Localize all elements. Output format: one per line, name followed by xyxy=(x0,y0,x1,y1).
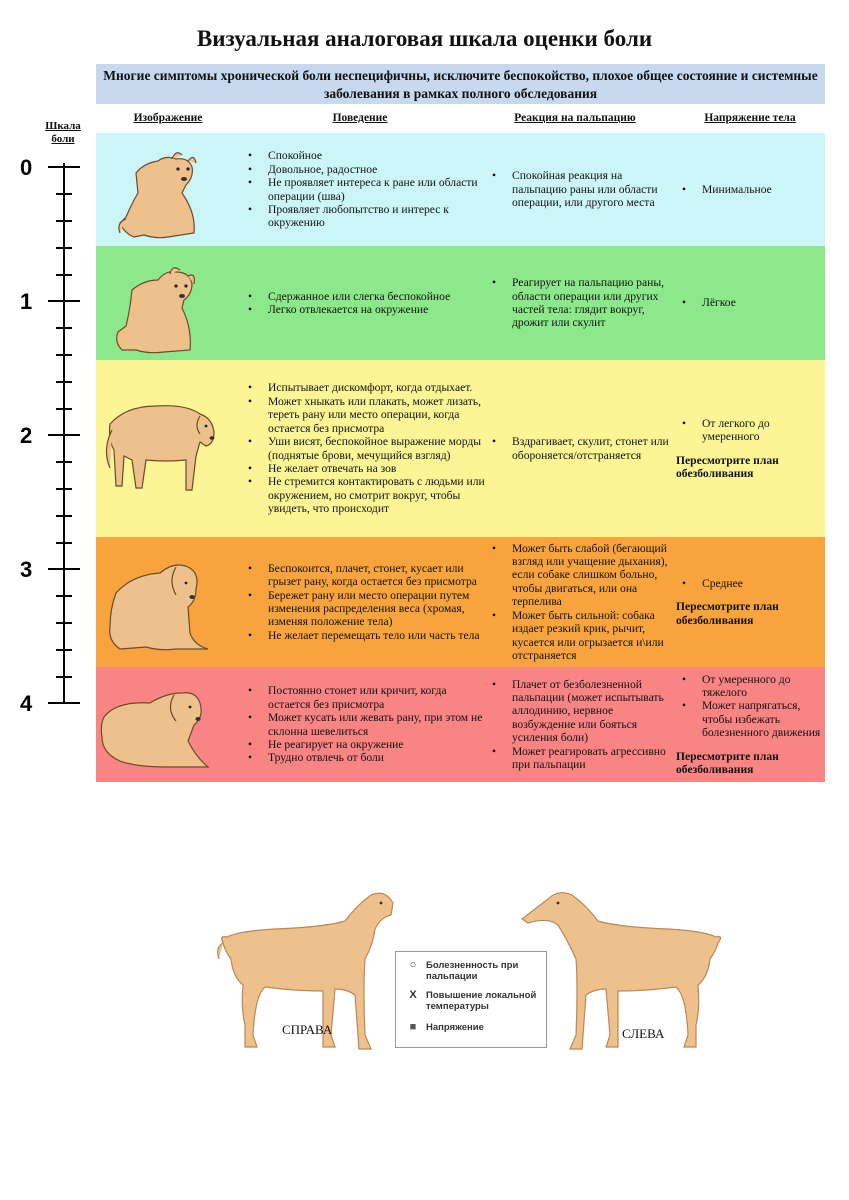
scale-ticks xyxy=(48,167,80,703)
pain-row-3 xyxy=(96,537,825,667)
palpation-item: • Спокойная реакция на пальпацию раны или области операции, или другого места xyxy=(512,169,676,209)
behavior-item: • Трудно отвлечь от боли xyxy=(268,751,486,764)
pain-row-1 xyxy=(96,246,825,360)
pain-row-4 xyxy=(96,667,825,782)
tension-cell-1 xyxy=(676,246,825,360)
tension-item: • Среднее xyxy=(702,577,825,590)
analgesia-note: Пересмотрите план обезболивания xyxy=(676,749,779,777)
tension-cell-2 xyxy=(676,360,825,537)
scale-tick-4: 4 xyxy=(20,691,33,716)
legend-item xyxy=(406,990,544,1012)
column-header-image: Изображение xyxy=(133,112,203,124)
palpation-item: • Плачет от безболезненной пальпации (может испытывать аллодинию, нервное возбуждение или бояться усиления боли) xyxy=(512,678,676,745)
legend-item xyxy=(406,1022,484,1033)
square-icon: ■ xyxy=(409,1021,417,1033)
circle-icon: ○ xyxy=(409,959,417,971)
scale-tick-0: 0 xyxy=(20,155,33,180)
behavior-item: • Легко отвлекается на окружение xyxy=(268,303,450,316)
palpation-cell-2 xyxy=(486,360,676,537)
legend-text: Болезненность при пальпации xyxy=(426,960,519,982)
scale-label-line1: Шкала xyxy=(45,120,81,132)
tension-cell-0 xyxy=(676,133,825,246)
tension-item: • От умеренного до тяжелого xyxy=(702,673,825,700)
behavior-item: • Не реагирует на окружение xyxy=(268,738,486,751)
behavior-item: • Не желает отвечать на зов xyxy=(268,462,486,475)
behavior-item: • Может кусать или жевать рану, при этом не склонна шевелиться xyxy=(268,711,486,738)
behavior-item: • Постоянно стонет или кричит, когда остается без присмотра xyxy=(268,684,486,711)
palpation-item: • Может быть слабой (бегающий взгляд или учащение дыхания), если собаке слишком больно, чтобы двигаться, или она терпелива xyxy=(512,542,676,609)
behavior-cell-4 xyxy=(242,667,486,782)
column-header-palpation: Реакция на пальпацию xyxy=(514,112,636,124)
tension-item: • Лёгкое xyxy=(702,296,736,309)
legend-text: Повышение локальной температуры xyxy=(426,990,537,1012)
behavior-item: • Не желает перемещать тело или часть тела xyxy=(268,629,486,642)
pain-row-0 xyxy=(96,133,825,246)
behavior-item: • Довольное, радостное xyxy=(268,163,486,176)
pain-row-2 xyxy=(96,360,825,537)
behavior-item: • Бережет рану или место операции путем изменения распределения веса (хромая, изменяя положение тела) xyxy=(268,589,486,629)
scale-tick-3: 3 xyxy=(20,557,33,582)
column-header-tension: Напряжение тела xyxy=(704,112,796,124)
standing-dog-icon xyxy=(96,360,220,537)
palpation-item: • Может быть сильной: собака издает резкий крик, рычит, кусается или огрызается и\или отстраняется xyxy=(512,609,676,663)
cross-icon: X xyxy=(409,989,417,1001)
behavior-cell-1 xyxy=(242,246,486,360)
left-side-label: СЛЕВА xyxy=(622,1026,665,1041)
sitting-dog-icon xyxy=(96,246,220,360)
scale-label-line2: боли xyxy=(51,133,75,145)
subtitle-banner: Многие симптомы хронической боли неспецифичны, исключите беспокойство, плохое общее состояние и системные заболевания в рамках полного обследования xyxy=(96,64,825,104)
behavior-item: • Не проявляет интереса к ране или области операции (шва) xyxy=(268,176,486,203)
palpation-item: • Может реагировать агрессивно при пальпации xyxy=(512,745,676,772)
analgesia-note: Пересмотрите план обезболивания xyxy=(676,600,779,627)
palpation-cell-0 xyxy=(486,133,676,246)
legend xyxy=(395,951,547,1048)
page-title: Визуальная аналоговая шкала оценки боли xyxy=(196,26,653,51)
right-side-label: СПРАВА xyxy=(282,1022,333,1037)
tension-item: • Может напрягаться, чтобы избежать болезненного движения xyxy=(702,699,825,739)
behavior-item: • Спокойное xyxy=(268,149,486,162)
behavior-cell-2 xyxy=(242,360,486,537)
behavior-item: • Может хныкать или плакать, может лизать, тереть рану или место операции, когда остается без присмотра xyxy=(268,395,486,435)
analgesia-note: Пересмотрите план обезболивания xyxy=(676,453,779,480)
hunched-dog-icon xyxy=(96,537,220,667)
behavior-item: • Не стремится контактировать с людьми или окружением, но смотрит вокруг, чтобы увидеть, что происходит xyxy=(268,475,486,515)
palpation-cell-4 xyxy=(486,667,676,782)
tension-item: • Минимальное xyxy=(702,183,772,196)
behavior-item: • Беспокоится, плачет, стонет, кусает или грызет рану, когда остается без присмотра xyxy=(268,562,486,589)
lying-dog-icon xyxy=(96,667,220,782)
legend-text: Напряжение xyxy=(426,1022,484,1033)
column-header-behavior: Поведение xyxy=(332,112,388,124)
legend-item xyxy=(406,960,536,982)
behavior-item: • Сдержанное или слегка беспокойное xyxy=(268,290,450,303)
behavior-item: • Уши висят, беспокойное выражение морды (поднятые брови, мечущийся взгляд) xyxy=(268,435,486,462)
sitting-dog-icon xyxy=(96,133,220,246)
tension-cell-4 xyxy=(676,667,825,782)
palpation-cell-3 xyxy=(486,537,676,667)
palpation-item: • Реагирует на пальпацию раны, области операции или других частей тела: глядит вокруг, дрожит или скулит xyxy=(512,276,676,330)
tension-item: • От легкого до умеренного xyxy=(702,417,825,444)
pain-scale-ruler xyxy=(0,130,90,720)
tension-cell-3 xyxy=(676,537,825,667)
palpation-item: • Вздрагивает, скулит, стонет или обороняется/отстраняется xyxy=(512,435,676,462)
behavior-item: • Испытывает дискомфорт, когда отдыхает. xyxy=(268,381,486,394)
behavior-item: • Проявляет любопытство и интерес к окружению xyxy=(268,203,486,230)
palpation-cell-1 xyxy=(486,246,676,360)
scale-tick-2: 2 xyxy=(20,423,33,448)
behavior-cell-0 xyxy=(242,133,486,246)
behavior-cell-3 xyxy=(242,537,486,667)
scale-tick-1: 1 xyxy=(20,289,33,314)
